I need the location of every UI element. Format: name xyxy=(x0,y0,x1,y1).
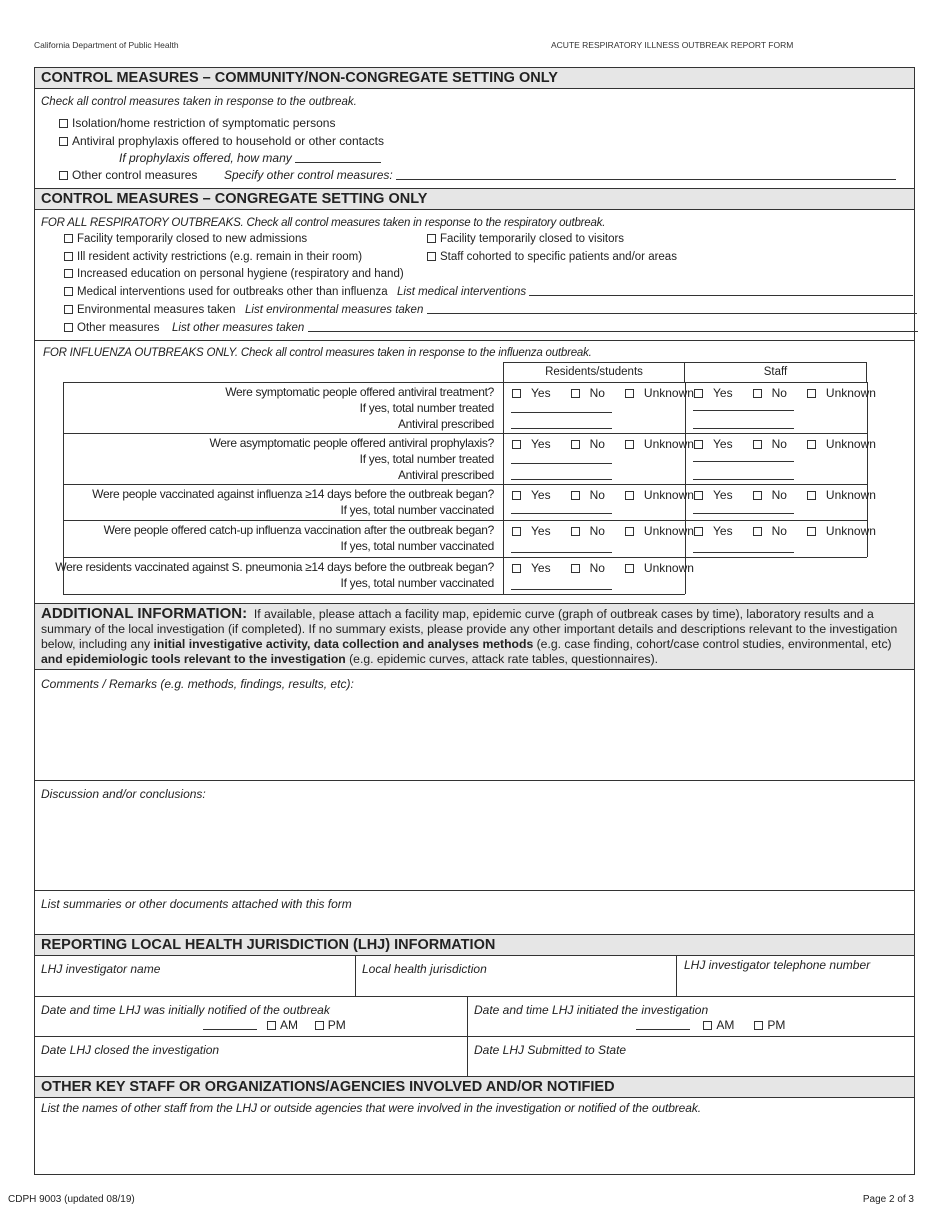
checkbox-icon[interactable] xyxy=(694,389,703,398)
medical-interventions-option[interactable]: Medical interventions used for outbreaks other than influenza xyxy=(64,286,388,298)
checkbox-icon[interactable] xyxy=(64,234,73,243)
row1-sub1: If yes, total number treated xyxy=(359,401,494,415)
checkbox-icon[interactable] xyxy=(427,234,436,243)
checkbox-icon[interactable] xyxy=(64,323,73,332)
checkbox-icon[interactable] xyxy=(807,389,816,398)
community-isolation-option[interactable]: Isolation/home restriction of symptomatic persons xyxy=(59,116,335,130)
checkbox-icon[interactable] xyxy=(571,527,580,536)
row5-question: Were residents vaccinated against S. pneumonia ≥14 days before the outbreak began? xyxy=(55,560,494,574)
community-instruction: Check all control measures taken in response to the outbreak. xyxy=(41,96,357,108)
influenza-instruction: FOR INFLUENZA OUTBREAKS ONLY. Check all control measures taken in response to the influenza outbreak. xyxy=(43,347,592,359)
row3-staff-count-field[interactable] xyxy=(693,513,794,514)
checkbox-icon[interactable] xyxy=(59,171,68,180)
row3-residents-choice[interactable]: Yes No Unknown xyxy=(512,488,714,502)
checkbox-icon[interactable] xyxy=(753,389,762,398)
comments-label: Comments / Remarks (e.g. methods, findings, results, etc): xyxy=(41,677,354,691)
checkbox-icon[interactable] xyxy=(625,491,634,500)
form-number: CDPH 9003 (updated 08/19) xyxy=(8,1194,135,1205)
discussion-field[interactable] xyxy=(35,800,914,890)
prophylaxis-count-field[interactable]: If prophylaxis offered, how many xyxy=(119,151,381,165)
other-staff-field[interactable] xyxy=(35,1116,914,1174)
row4-staff-count-field[interactable] xyxy=(693,552,794,553)
checkbox-icon[interactable] xyxy=(753,440,762,449)
closed-admissions-option[interactable]: Facility temporarily closed to new admissions xyxy=(64,233,307,245)
row4-residents-count-field[interactable] xyxy=(511,552,612,553)
row4-question: Were people offered catch-up influenza vaccination after the outbreak began? xyxy=(103,523,494,537)
row2-residents-choice[interactable]: Yes No Unknown xyxy=(512,437,714,451)
row1-staff-count-field[interactable] xyxy=(693,410,794,411)
date-initiated-field[interactable]: AM PM xyxy=(636,1018,785,1032)
row1-residents-antiviral-field[interactable] xyxy=(511,428,612,429)
checkbox-icon[interactable] xyxy=(625,564,634,573)
checkbox-icon[interactable] xyxy=(571,389,580,398)
ill-restriction-option[interactable]: Ill resident activity restrictions (e.g. remain in their room) xyxy=(64,251,362,263)
checkbox-icon[interactable] xyxy=(571,491,580,500)
row1-residents-count-field[interactable] xyxy=(511,412,612,413)
education-option[interactable]: Increased education on personal hygiene (respiratory and hand) xyxy=(64,268,404,280)
checkbox-icon[interactable] xyxy=(512,491,521,500)
comments-field[interactable] xyxy=(35,690,914,780)
section-congregate-title: CONTROL MEASURES – CONGREGATE SETTING ONLY xyxy=(35,188,914,210)
row4-sub1: If yes, total number vaccinated xyxy=(340,539,494,553)
list-other-field[interactable]: List other measures taken xyxy=(172,322,918,334)
checkbox-icon[interactable] xyxy=(694,491,703,500)
checkbox-icon[interactable] xyxy=(59,137,68,146)
list-environmental-field[interactable]: List environmental measures taken xyxy=(245,304,917,316)
checkbox-icon[interactable] xyxy=(512,564,521,573)
row2-sub1: If yes, total number treated xyxy=(359,452,494,466)
date-closed-label[interactable]: Date LHJ closed the investigation xyxy=(41,1043,220,1057)
additional-info: ADDITIONAL INFORMATION: If available, please attach a facility map, epidemic curve (graph of outbreak cases by time), laboratory results and a summary of the local investigation (if completed). If no summary exists, please provide any other important details and descriptions relevant to the investigation below, including any initial investigative activity, data collection and analyses methods (e.g. case finding, cohort/case control studies, environmental, etc) and epidemiologic tools relevant to the investigation (e.g. epidemic curves, attack rate tables, questionnaires). xyxy=(35,603,914,670)
row2-staff-antiviral-field[interactable] xyxy=(693,479,794,480)
discussion-label: Discussion and/or conclusions: xyxy=(41,787,206,801)
checkbox-icon[interactable] xyxy=(807,491,816,500)
other-measures-option[interactable]: Other measures xyxy=(64,322,159,334)
specify-other-field[interactable]: Specify other control measures: xyxy=(224,168,896,182)
checkbox-icon[interactable] xyxy=(267,1021,276,1030)
community-other-option[interactable]: Other control measures xyxy=(59,168,197,182)
environmental-option[interactable]: Environmental measures taken xyxy=(64,304,236,316)
summaries-field[interactable] xyxy=(35,910,914,932)
row2-residents-antiviral-field[interactable] xyxy=(511,479,612,480)
checkbox-icon[interactable] xyxy=(512,527,521,536)
checkbox-icon[interactable] xyxy=(64,305,73,314)
row5-residents-choice[interactable]: Yes No Unknown xyxy=(512,561,714,575)
checkbox-icon[interactable] xyxy=(625,389,634,398)
row3-staff-choice[interactable]: Yes No Unknown xyxy=(694,488,896,502)
summaries-label: List summaries or other documents attached with this form xyxy=(41,897,352,911)
checkbox-icon[interactable] xyxy=(807,527,816,536)
row1-residents-choice[interactable]: Yes No Unknown xyxy=(512,386,714,400)
form-title: ACUTE RESPIRATORY ILLNESS OUTBREAK REPORT FORM xyxy=(551,40,794,50)
date-initiated-label: Date and time LHJ initiated the investigation xyxy=(474,1003,709,1017)
additional-info-title: ADDITIONAL INFORMATION: xyxy=(41,605,248,622)
lhj-telephone-label[interactable]: LHJ investigator telephone number xyxy=(684,958,871,972)
date-submitted-label[interactable]: Date LHJ Submitted to State xyxy=(474,1043,627,1057)
community-antiviral-option[interactable]: Antiviral prophylaxis offered to household or other contacts xyxy=(59,134,384,148)
row5-sub1: If yes, total number vaccinated xyxy=(340,576,494,590)
col-staff-header: Staff xyxy=(685,362,867,382)
checkbox-icon[interactable] xyxy=(703,1021,712,1030)
row1-question: Were symptomatic people offered antiviral treatment? xyxy=(225,385,494,399)
date-notified-label: Date and time LHJ was initially notified of the outbreak xyxy=(41,1003,330,1017)
congregate-instruction: FOR ALL RESPIRATORY OUTBREAKS. Check all control measures taken in response to the respiratory outbreak. xyxy=(41,217,606,229)
row3-question: Were people vaccinated against influenza ≥14 days before the outbreak began? xyxy=(92,487,494,501)
checkbox-icon[interactable] xyxy=(512,389,521,398)
local-jurisdiction-label[interactable]: Local health jurisdiction xyxy=(362,962,487,976)
checkbox-icon[interactable] xyxy=(512,440,521,449)
checkbox-icon[interactable] xyxy=(571,564,580,573)
row1-staff-choice[interactable]: Yes No Unknown xyxy=(694,386,896,400)
checkbox-icon[interactable] xyxy=(753,491,762,500)
divider xyxy=(35,340,914,341)
checkbox-icon[interactable] xyxy=(625,440,634,449)
row2-question: Were asymptomatic people offered antiviral prophylaxis? xyxy=(209,436,494,450)
checkbox-icon[interactable] xyxy=(754,1021,763,1030)
other-instruction: List the names of other staff from the LHJ or outside agencies that were involved in the investigation or notified of the outbreak. xyxy=(41,1101,701,1115)
row2-sub2: Antiviral prescribed xyxy=(397,468,494,482)
date-notified-field[interactable]: AM PM xyxy=(203,1018,346,1032)
checkbox-icon[interactable] xyxy=(571,440,580,449)
checkbox-icon[interactable] xyxy=(753,527,762,536)
row1-staff-antiviral-field[interactable] xyxy=(693,428,794,429)
staff-cohorted-option[interactable]: Staff cohorted to specific patients and/or areas xyxy=(427,251,677,263)
checkbox-icon[interactable] xyxy=(694,527,703,536)
checkbox-icon[interactable] xyxy=(807,440,816,449)
checkbox-icon[interactable] xyxy=(315,1021,324,1030)
checkbox-icon[interactable] xyxy=(625,527,634,536)
row3-residents-count-field[interactable] xyxy=(511,513,612,514)
row4-residents-choice[interactable]: Yes No Unknown xyxy=(512,524,714,538)
row2-residents-count-field[interactable] xyxy=(511,463,612,464)
col-residents-header: Residents/students xyxy=(503,362,685,382)
checkbox-icon[interactable] xyxy=(64,269,73,278)
section-lhj-title: REPORTING LOCAL HEALTH JURISDICTION (LHJ) INFORMATION xyxy=(35,934,914,956)
section-other-title: OTHER KEY STAFF OR ORGANIZATIONS/AGENCIES INVOLVED AND/OR NOTIFIED xyxy=(35,1076,914,1098)
agency-name: California Department of Public Health xyxy=(34,40,179,50)
checkbox-icon[interactable] xyxy=(427,252,436,261)
row1-sub2: Antiviral prescribed xyxy=(397,417,494,431)
checkbox-icon[interactable] xyxy=(694,440,703,449)
row5-residents-count-field[interactable] xyxy=(511,589,612,590)
lhj-investigator-name-label[interactable]: LHJ investigator name xyxy=(41,962,161,976)
row2-staff-choice[interactable]: Yes No Unknown xyxy=(694,437,896,451)
closed-visitors-option[interactable]: Facility temporarily closed to visitors xyxy=(427,233,624,245)
checkbox-icon[interactable] xyxy=(64,287,73,296)
checkbox-icon[interactable] xyxy=(64,252,73,261)
row4-staff-choice[interactable]: Yes No Unknown xyxy=(694,524,896,538)
row2-staff-count-field[interactable] xyxy=(693,461,794,462)
checkbox-icon[interactable] xyxy=(59,119,68,128)
row3-sub1: If yes, total number vaccinated xyxy=(340,503,494,517)
page-number: Page 2 of 3 xyxy=(862,1194,914,1205)
section-community-title: CONTROL MEASURES – COMMUNITY/NON-CONGREGATE SETTING ONLY xyxy=(35,67,914,89)
list-medical-field[interactable]: List medical interventions xyxy=(397,286,913,298)
